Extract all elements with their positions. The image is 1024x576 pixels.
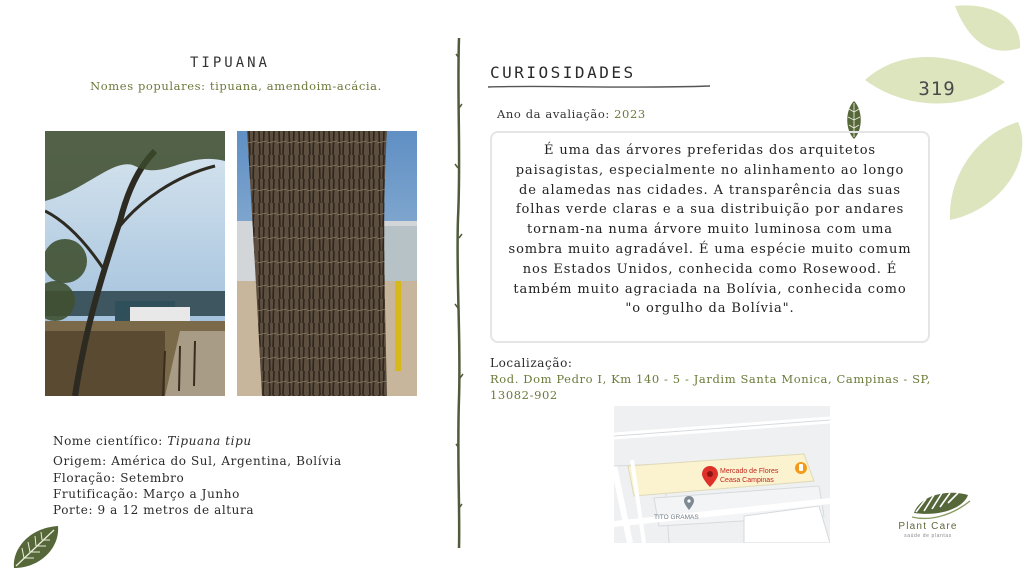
flowering: Floração: Setembro bbox=[53, 471, 185, 485]
scientific-name-label: Nome científico: bbox=[53, 434, 168, 448]
location-address: Rod. Dom Pedro I, Km 140 - 5 - Jardim Santa Monica, Campinas - SP, 13082-902 bbox=[490, 372, 931, 402]
map-poi-label: TITO GRAMAS bbox=[654, 514, 699, 521]
tree-title: TIPUANA bbox=[189, 55, 270, 71]
evaluation-year-label: Ano da avaliação: bbox=[497, 107, 615, 121]
popular-names: Nomes populares: tipuana, amendoim-acácia. bbox=[90, 79, 382, 93]
title-underline bbox=[488, 84, 710, 90]
brand-name: Plant Care bbox=[898, 521, 958, 532]
curiosities-box bbox=[490, 131, 930, 343]
scientific-name: Tipuana tipu bbox=[167, 434, 252, 448]
location-map[interactable] bbox=[614, 406, 830, 543]
tree-size: Porte: 9 a 12 metros de altura bbox=[53, 503, 255, 517]
page-number: 319 bbox=[918, 78, 956, 100]
section-title: CURIOSIDADES bbox=[490, 63, 636, 82]
evaluation-year-row bbox=[497, 107, 646, 121]
leaf-icon bbox=[10, 522, 62, 570]
map-place-label-line2: Ceasa Campinas bbox=[720, 477, 774, 484]
curiosities-text: É uma das árvores preferidas dos arquitetos paisagistas, especialmente no alinhamento ao longo de alamedas nas cidades. A transparência das suas folhas verde claras e a sua distribuição por andares tornam-na numa árvore muito luminosa com uma sombra muito agradável. É uma espécie muito comum nos Estados Unidos, conhecida como Rosewood. É também muito agraciada na Bolívia, conhecida como "o orgulho da Bolívia". bbox=[508, 143, 912, 317]
map-place-label-line1: Mercado de Flores bbox=[720, 468, 779, 475]
scientific-name-row bbox=[53, 434, 252, 448]
food-icon bbox=[795, 462, 807, 474]
section-divider bbox=[452, 38, 466, 548]
tree-trunk-photo bbox=[237, 131, 417, 396]
origin: Origem: América do Sul, Argentina, Bolívia bbox=[53, 454, 342, 468]
tree-canopy-photo bbox=[45, 131, 225, 396]
evaluation-year: 2023 bbox=[614, 107, 646, 121]
brand-tagline: saúde de plantas bbox=[904, 533, 952, 539]
location-label: Localização: bbox=[490, 356, 573, 370]
fruiting: Frutificação: Março a Junho bbox=[53, 487, 240, 501]
